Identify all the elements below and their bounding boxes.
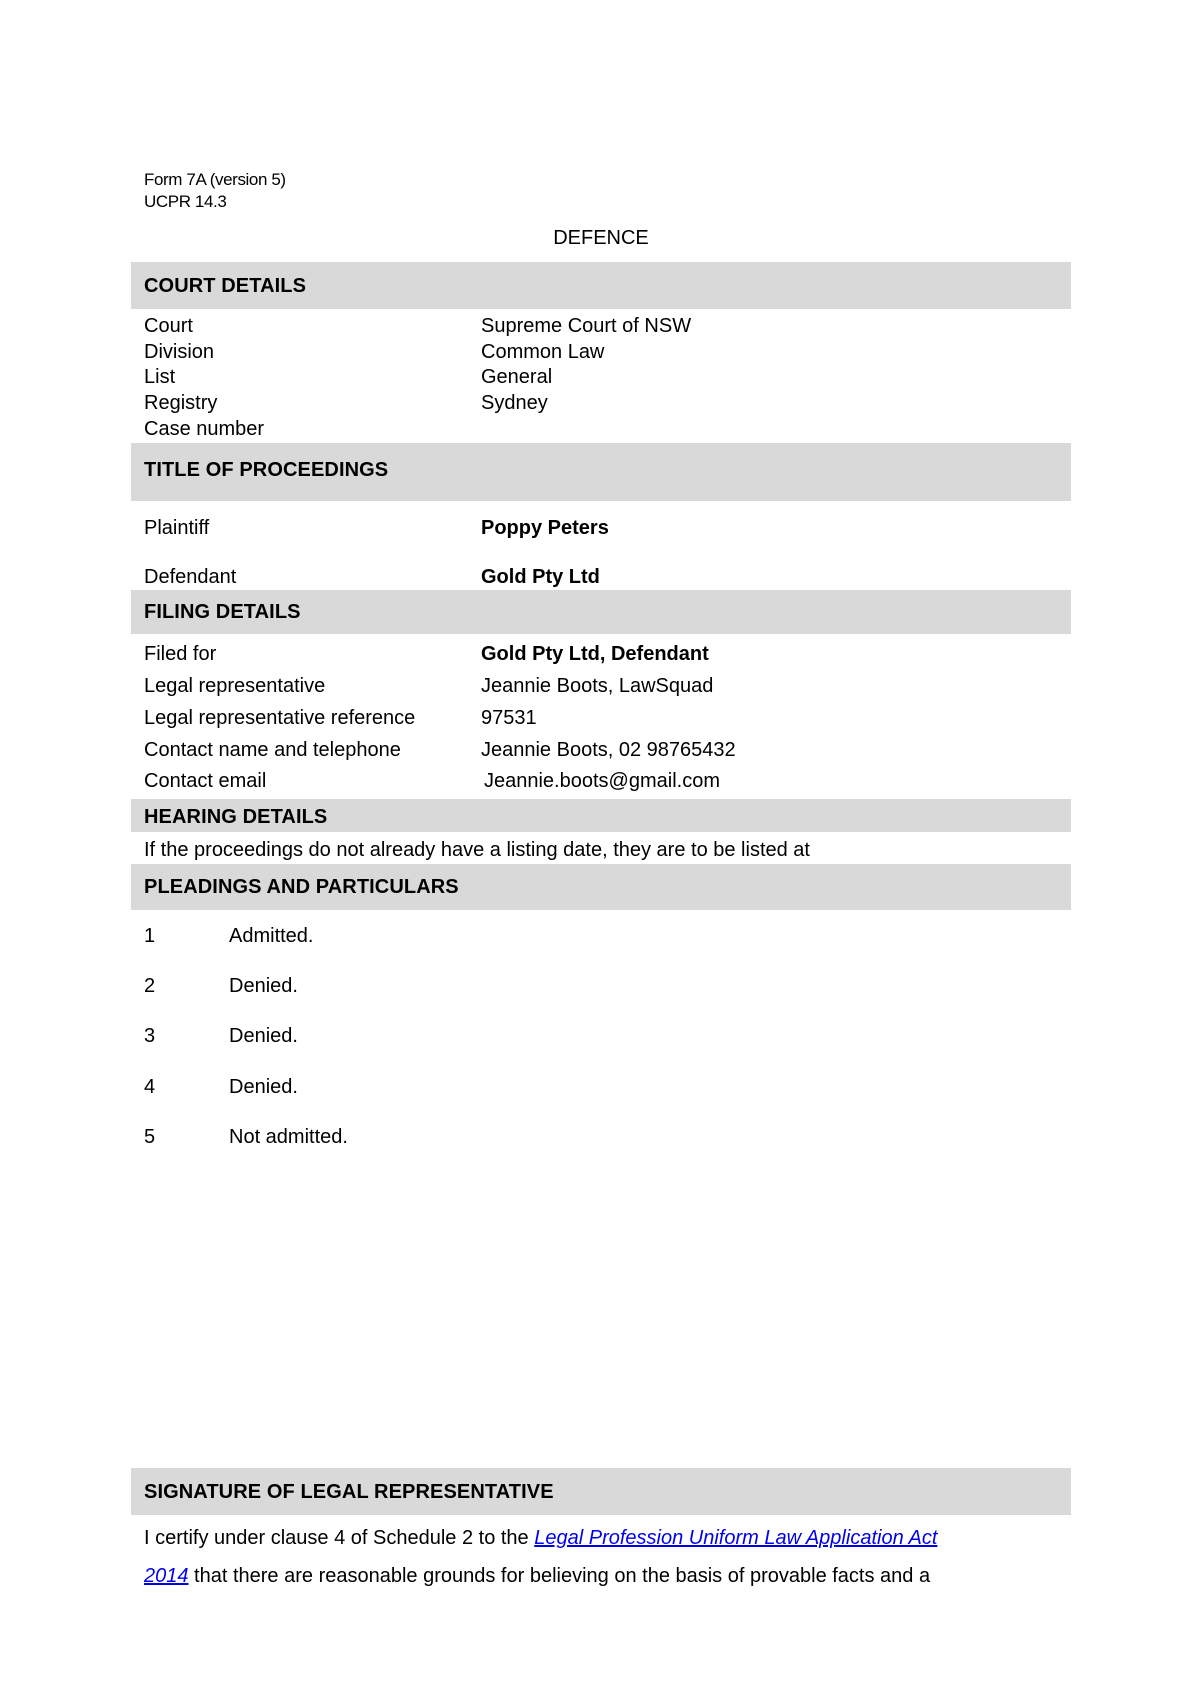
contact-name-label: Contact name and telephone <box>144 739 401 761</box>
registry-value: Sydney <box>481 392 548 414</box>
pleading-text: Admitted. <box>229 925 314 947</box>
defendant-value: Gold Pty Ltd <box>481 566 600 588</box>
pleading-item <box>144 1125 744 1149</box>
case-number-label: Case number <box>144 418 265 440</box>
division-label: Division <box>144 341 215 363</box>
case-number-row <box>144 417 1064 441</box>
pleading-text: Denied. <box>229 975 298 997</box>
registry-label: Registry <box>144 392 218 414</box>
pleading-number: 2 <box>144 975 156 997</box>
plaintiff-label: Plaintiff <box>144 517 210 539</box>
list-label: List <box>144 366 176 388</box>
legal-representative-value: Jeannie Boots, LawSquad <box>481 675 714 697</box>
contact-email-label: Contact email <box>144 770 267 792</box>
court-label: Court <box>144 315 193 337</box>
filed-for-value: Gold Pty Ltd, Defendant <box>481 643 709 665</box>
signature-text-before-link: I certify under clause 4 of Schedule 2 to the <box>144 1527 535 1549</box>
hearing-details-heading: HEARING DETAILS <box>144 806 328 828</box>
pleading-number: 4 <box>144 1076 156 1098</box>
pleading-text: Denied. <box>229 1076 298 1098</box>
court-row <box>144 314 1064 338</box>
pleading-number: 1 <box>144 925 156 947</box>
defendant-row <box>144 565 1064 589</box>
hearing-details-text: If the proceedings do not already have a listing date, they are to be listed at <box>144 839 810 861</box>
list-row <box>144 365 1064 389</box>
signature-text-line1 <box>144 1526 937 1550</box>
division-value: Common Law <box>481 341 605 363</box>
contact-email-value: Jeannie.boots@gmail.com <box>484 770 720 792</box>
list-value: General <box>481 366 553 388</box>
contact-email-row <box>144 769 1064 793</box>
form-number: Form 7A (version 5) <box>144 170 286 189</box>
pleadings-band <box>131 864 1071 910</box>
pleading-number: 3 <box>144 1025 156 1047</box>
contact-name-row <box>144 738 1064 762</box>
plaintiff-row <box>144 516 1064 540</box>
contact-name-value: Jeannie Boots, 02 98765432 <box>481 739 736 761</box>
pleading-item <box>144 924 744 948</box>
signature-text-after-link: that there are reasonable grounds for believing on the basis of provable facts and a <box>188 1565 931 1587</box>
legal-reference-row <box>144 706 1064 730</box>
act-link-part1[interactable]: Legal Profession Uniform Law Application Act <box>534 1527 938 1549</box>
legal-representative-label: Legal representative <box>144 675 326 697</box>
act-link-part2[interactable]: 2014 <box>144 1565 189 1587</box>
form-rule: UCPR 14.3 <box>144 192 227 211</box>
defendant-label: Defendant <box>144 566 237 588</box>
signature-text-line2 <box>144 1564 930 1588</box>
registry-row <box>144 391 1064 415</box>
court-details-heading: COURT DETAILS <box>144 275 307 297</box>
filing-details-heading: FILING DETAILS <box>144 601 301 623</box>
pleadings-heading: PLEADINGS AND PARTICULARS <box>144 876 459 898</box>
pleading-number: 5 <box>144 1126 156 1148</box>
pleading-text: Denied. <box>229 1025 298 1047</box>
signature-band <box>131 1468 1071 1515</box>
division-row <box>144 340 1064 364</box>
filed-for-row <box>144 642 1064 666</box>
pleading-text: Not admitted. <box>229 1126 348 1148</box>
filed-for-label: Filed for <box>144 643 217 665</box>
document-title: DEFENCE <box>553 227 649 249</box>
title-of-proceedings-heading: TITLE OF PROCEEDINGS <box>144 459 389 481</box>
title-of-proceedings-band <box>131 443 1071 501</box>
legal-reference-value: 97531 <box>481 707 537 729</box>
court-details-band <box>131 262 1071 309</box>
filing-details-band <box>131 590 1071 634</box>
pleading-item <box>144 1024 744 1048</box>
pleading-item <box>144 974 744 998</box>
court-value: Supreme Court of NSW <box>481 315 692 337</box>
signature-heading: SIGNATURE OF LEGAL REPRESENTATIVE <box>144 1481 554 1503</box>
plaintiff-value: Poppy Peters <box>481 517 609 539</box>
hearing-details-band <box>131 799 1071 832</box>
pleading-item <box>144 1075 744 1099</box>
legal-reference-label: Legal representative reference <box>144 707 416 729</box>
legal-representative-row <box>144 674 1064 698</box>
